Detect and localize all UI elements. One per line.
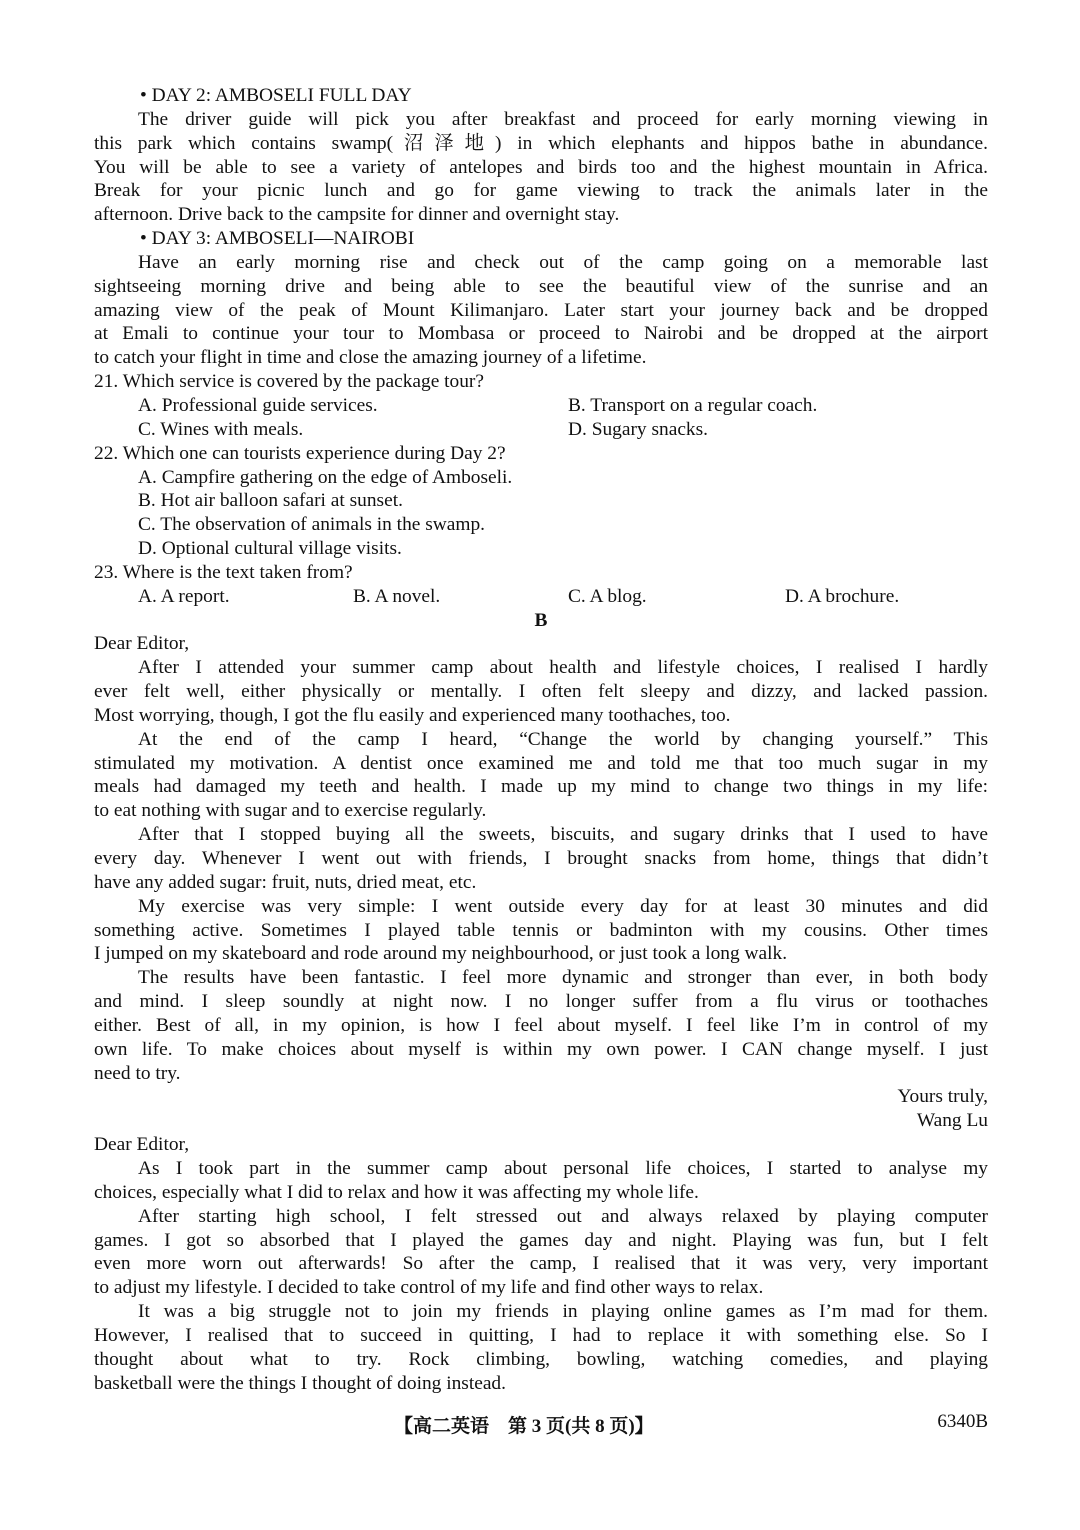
day3-line: amazing view of the peak of Mount Kilimanjaro. Later start your journey back and be dropped — [94, 299, 988, 321]
letter-line: Most worrying, though, I got the flu easily and experienced many toothaches, too. — [94, 704, 731, 726]
letter-line: have any added sugar: fruit, nuts, dried meat, etc. — [94, 871, 477, 893]
letter-line: basketball were the things I thought of doing instead. — [94, 1372, 506, 1394]
letter-line: ever felt well, either physically or mentally. I often felt sleepy and dizzy, and lacked passion. — [94, 681, 988, 703]
day3-line: sightseeing morning drive and being able to see the beautiful view of the sunrise and an — [94, 275, 988, 297]
letter1-closing: Yours truly, — [897, 1086, 988, 1108]
letter-line: After that I stopped buying all the sweets, biscuits, and sugary drinks that I used to have — [138, 824, 988, 846]
letter1-signature: Wang Lu — [916, 1110, 988, 1132]
letter-line: to adjust my lifestyle. I decided to take control of my life and find other ways to relax. — [94, 1277, 764, 1299]
day3-heading: • DAY 3: AMBOSELI—NAIROBI — [140, 228, 415, 250]
question-21-options-row1 — [94, 394, 988, 418]
day3-line: Have an early morning rise and check out of the camp going on a memorable last — [138, 251, 988, 273]
question-23-stem: 23. Where is the text taken from? — [94, 561, 353, 583]
day2-line: You will be able to see a variety of antelopes and birds too and the highest mountain in Africa. — [94, 156, 988, 178]
letter-line: As I took part in the summer camp about personal life choices, I started to analyse my — [138, 1157, 988, 1179]
letter-line: The results have been fantastic. I feel more dynamic and stronger than ever, in both body — [138, 967, 988, 989]
letter-line: I jumped on my skateboard and rode around my neighbourhood, or just took a long walk. — [94, 943, 788, 965]
letter2-salutation: Dear Editor, — [94, 1134, 190, 1156]
letter-line: games. I got so absorbed that I played the games day and night. Playing was fun, but I felt — [94, 1229, 988, 1251]
letter-line: own life. To make choices about myself is within my own power. I CAN change myself. I just — [94, 1038, 988, 1060]
q23-option-d: D. A brochure. — [785, 585, 900, 607]
letter-line: to eat nothing with sugar and to exercise regularly. — [94, 800, 487, 822]
letter-line: meals had damaged my teeth and health. I made up my mind to change two things in my life: — [94, 776, 988, 798]
letter-line: My exercise was very simple: I went outside every day for at least 30 minutes and did — [138, 895, 988, 917]
q22-option-b: B. Hot air balloon safari at sunset. — [138, 490, 403, 512]
question-21-options-row2 — [94, 418, 988, 442]
q21-option-d: D. Sugary snacks. — [568, 418, 709, 440]
q23-option-b: B. A novel. — [353, 585, 441, 607]
day2-heading: • DAY 2: AMBOSELI FULL DAY — [140, 85, 412, 106]
q21-option-a: A. Professional guide services. — [138, 394, 378, 416]
question-23-options — [94, 585, 988, 609]
question-21-stem: 21. Which service is covered by the package tour? — [94, 371, 484, 393]
q21-option-b: B. Transport on a regular coach. — [568, 394, 818, 416]
letter-line: After starting high school, I felt stressed out and always relaxed by playing computer — [138, 1205, 988, 1227]
letter-line: choices, especially what I did to relax and how it was affecting my whole life. — [94, 1181, 699, 1203]
day2-line: Break for your picnic lunch and go for game viewing to track the animals later in the — [94, 180, 988, 202]
day2-line: this park which contains swamp(沼泽地) in which elephants and hippos bathe in abundance. — [94, 132, 988, 154]
letter1-salutation: Dear Editor, — [94, 633, 190, 655]
letter-line: and mind. I sleep soundly at night now. I no longer suffer from a flu virus or toothaches — [94, 991, 988, 1013]
question-22-stem: 22. Which one can tourists experience during Day 2? — [94, 442, 506, 464]
letter-line: thought about what to try. Rock climbing, bowling, watching comedies, and playing — [94, 1348, 988, 1370]
page-info: 【高二英语 第 3 页(共 8 页)】 — [394, 1416, 654, 1437]
day2-line: afternoon. Drive back to the campsite for dinner and overnight stay. — [94, 204, 620, 226]
day3-line: to catch your flight in time and close the amazing journey of a lifetime. — [94, 347, 647, 369]
letter-line: something active. Sometimes I played table tennis or badminton with my cousins. Other times — [94, 919, 988, 941]
q22-option-d: D. Optional cultural village visits. — [138, 538, 402, 560]
day2-line: The driver guide will pick you after breakfast and proceed for early morning viewing in — [138, 108, 988, 130]
letter-line: even more worn out afterwards! So after the camp, I realised that it was very, very important — [94, 1253, 988, 1275]
letter-line: need to try. — [94, 1062, 181, 1084]
section-b-label: B — [534, 609, 548, 631]
letter-line: every day. Whenever I went out with friends, I brought snacks from home, things that didn’t — [94, 848, 988, 869]
q23-option-a: A. A report. — [138, 585, 230, 607]
exam-page — [94, 84, 988, 1395]
letter-line: However, I realised that to succeed in quitting, I had to replace it with something else. So I — [94, 1324, 988, 1346]
letter-line: stimulated my motivation. A dentist once examined me and told me that too much sugar in my — [94, 752, 988, 774]
q22-option-c: C. The observation of animals in the swamp. — [138, 514, 485, 536]
q22-option-a: A. Campfire gathering on the edge of Amboseli. — [138, 466, 513, 488]
day3-line: at Emali to continue your tour to Mombasa or proceed to Nairobi and be dropped at the airport — [94, 323, 988, 345]
letter2-body — [94, 1157, 988, 1395]
q21-option-c: C. Wines with meals. — [138, 418, 304, 440]
letter-line: either. Best of all, in my opinion, is how I feel about myself. I feel like I’m in control of my — [94, 1014, 988, 1036]
exam-code: 6340B — [937, 1411, 988, 1432]
letter-line: After I attended your summer camp about health and lifestyle choices, I realised I hardly — [138, 657, 988, 679]
letter-line: At the end of the camp I heard, “Change the world by changing yourself.” This — [138, 728, 988, 750]
letter1-body — [94, 656, 988, 1085]
page-footer — [94, 1411, 988, 1435]
q23-option-c: C. A blog. — [568, 585, 647, 607]
letter-line: It was a big struggle not to join my friends in playing online games as I’m mad for them. — [138, 1301, 988, 1323]
